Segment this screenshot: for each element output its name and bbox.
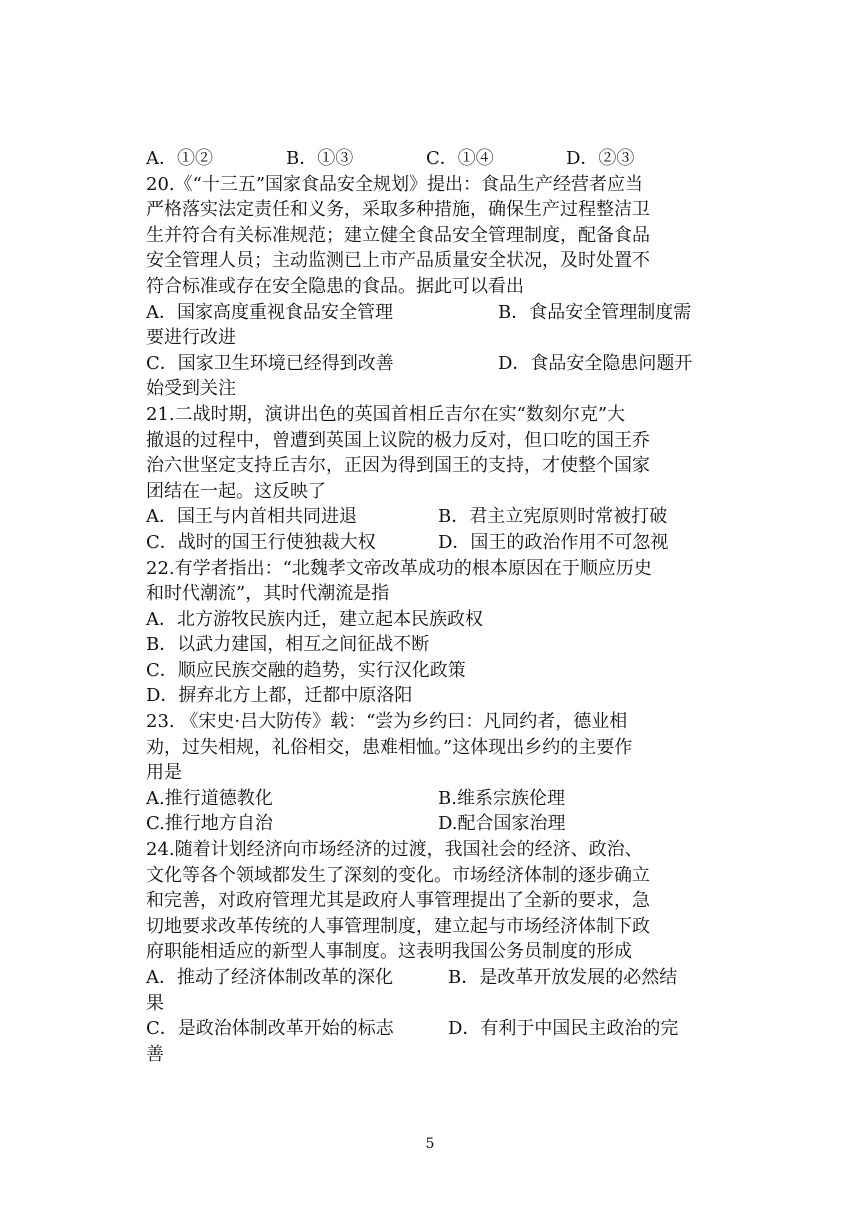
q20-option-b-continued: 要进行改进 [146,327,236,349]
page-number: 5 [425,1136,435,1152]
question-20-stem-line: 20.《“十三五”国家食品安全规划》提出：食品生产经营者应当 [146,173,644,195]
q19-options-row [146,146,726,172]
question-21-option-row [146,530,726,556]
question-23-option-row [146,786,726,812]
q20-option-d: D．食品安全隐患问题开 [498,352,693,374]
question-24 [146,837,726,1067]
exam-page-content [146,146,726,1067]
q20-option-c: C．国家卫生环境已经得到改善 [146,352,394,374]
q21-option-b: B．君主立宪原则时常被打破 [438,506,668,528]
q19-option-a: A．①② [146,148,213,169]
q22-option-a: A．北方游牧民族内迁，建立起本民族政权 [146,608,483,630]
question-24-stem-line: 和完善，对政府管理尤其是政府人事管理提出了全新的要求，急 [146,890,650,912]
q24-option-a: A．推动了经济体制改革的深化 [146,967,393,988]
question-21-stem-line: 21.二战时期，演讲出色的英国首相丘吉尔在实“数刻尔克”大 [146,403,626,425]
question-20-option-row [146,351,726,377]
question-21-option-row [146,504,726,530]
question-22-stem-line: 和时代潮流”，其时代潮流是指 [146,583,390,605]
q21-option-d: D．国王的政治作用不可忽视 [438,531,669,553]
q19-option-b: B．①③ [286,148,354,169]
q23-option-c: C.推行地方自治 [146,813,273,835]
question-20 [146,172,726,402]
q19-option-c: C．①④ [426,148,494,169]
question-20-stem-line: 生并符合有关标准规范；建立健全食品安全管理制度，配备食品 [146,224,650,246]
question-22-stem-line: 22.有学者指出：“北魏孝文帝改革成功的根本原因在于顺应历史 [146,557,652,579]
question-23 [146,709,726,837]
question-24-option-row [146,1016,726,1042]
question-21 [146,402,726,556]
q24-option-d: D．有利于中国民主政治的完 [448,1018,679,1040]
q20-option-b: B．食品安全管理制度需 [498,301,692,323]
q24-option-b: B．是改革开放发展的必然结 [448,967,678,988]
question-24-stem-line: 24.随着计划经济向市场经济的过渡，我国社会的经济、政治、 [146,839,643,861]
q24-option-c: C．是政治体制改革开始的标志 [146,1018,394,1040]
question-22 [146,556,726,710]
q22-option-d: D．摒弃北方上都，迁都中原洛阳 [146,685,413,707]
q23-option-a: A.推行道德教化 [146,787,273,809]
question-20-stem-line: 符合标准或存在安全隐患的食品。据此可以看出 [146,275,524,297]
q24-option-d-continued: 善 [146,1043,164,1065]
q21-option-a: A．国王与内首相共同进退 [146,506,357,528]
question-23-stem-line: 23. 《宋史·吕大防传》载：“尝为乡约曰：凡同约者，德业相 [146,711,628,733]
q21-option-c: C．战时的国王行使独裁大权 [146,531,376,553]
q22-option-c: C．顺应民族交融的趋势，实行汉化政策 [146,659,466,681]
q22-option-b: B．以武力建国，相互之间征战不断 [146,634,430,656]
question-21-stem-line: 治六世坚定支持丘吉尔，正因为得到国王的支持，才使整个国家 [146,455,650,477]
question-21-stem-line: 撤退的过程中，曾遭到英国上议院的极力反对，但口吃的国王乔 [146,429,650,451]
question-20-option-row [146,300,726,326]
q19-option-d: D．②③ [566,148,635,169]
q20-option-d-continued: 始受到关注 [146,378,236,400]
question-24-option-row [146,965,726,991]
question-24-stem-line: 文化等各个领域都发生了深刻的变化。市场经济体制的逐步确立 [146,864,650,886]
question-23-stem-line: 劝，过失相规，礼俗相交，患难相恤。”这体现出乡约的主要作 [146,736,633,758]
question-20-stem-line: 安全管理人员；主动监测已上市产品质量安全状况，及时处置不 [146,250,650,272]
question-23-stem-line: 用是 [146,762,182,784]
q24-option-b-continued: 果 [146,992,164,1014]
question-21-stem-line: 团结在一起。这反映了 [146,480,326,502]
q23-option-d: D.配合国家治理 [438,813,566,835]
question-24-stem-line: 切地要求改革传统的人事管理制度，建立起与市场经济体制下政 [146,915,650,937]
question-23-option-row [146,811,726,837]
question-20-stem-line: 严格落实法定责任和义务，采取多种措施，确保生产过程整洁卫 [146,199,650,221]
question-24-stem-line: 府职能相适应的新型人事制度。这表明我国公务员制度的形成 [146,941,632,963]
q23-option-b: B.维系宗族伦理 [438,787,565,809]
q20-option-a: A．国家高度重视食品安全管理 [146,301,393,323]
